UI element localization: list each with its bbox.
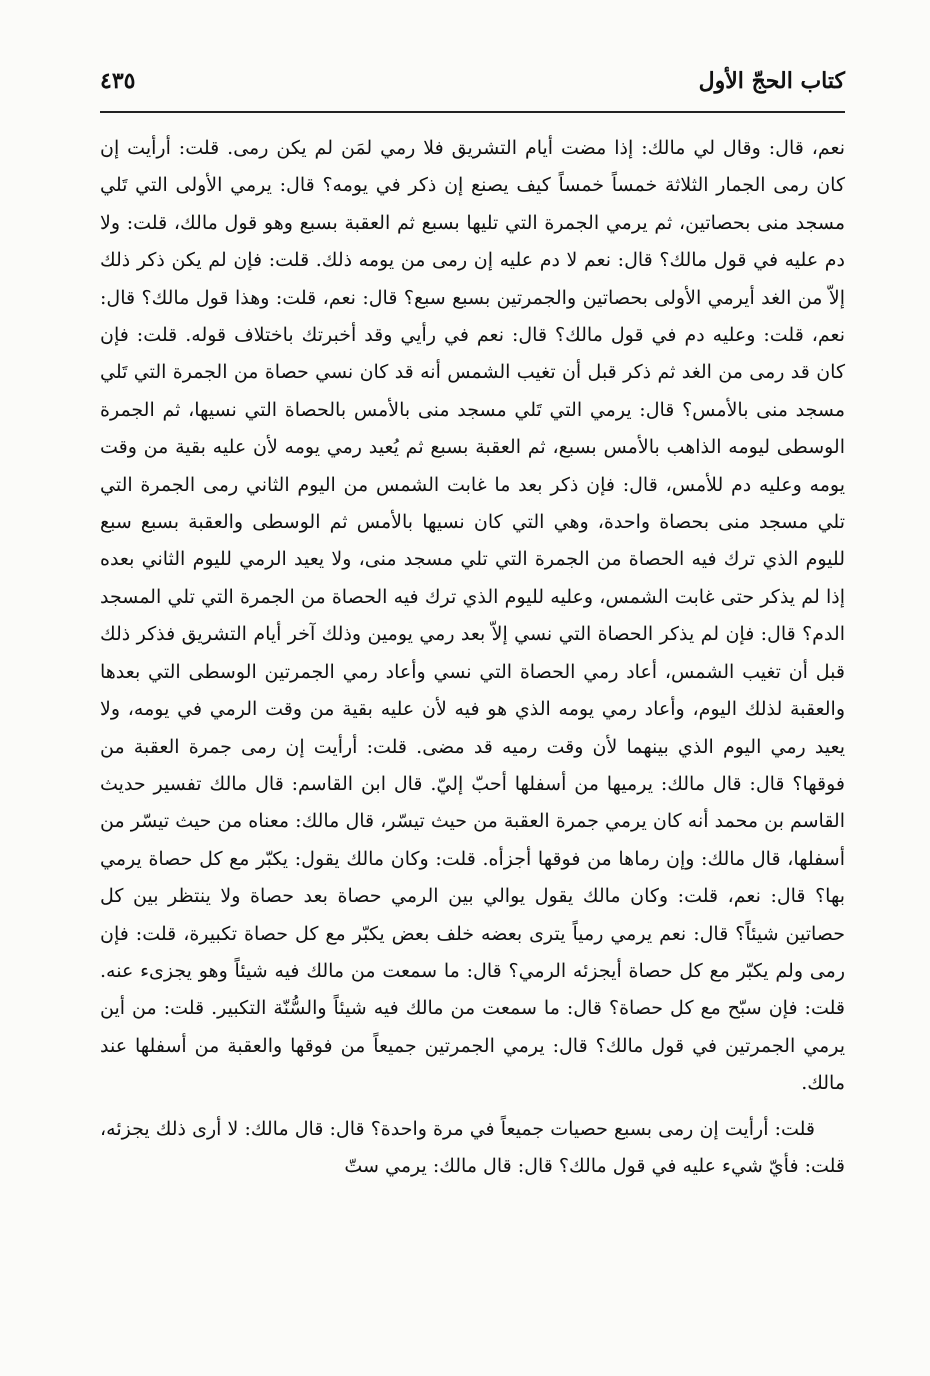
page-header xyxy=(100,68,845,104)
header-rule xyxy=(100,111,845,113)
running-title: كتاب الحجّ الأول xyxy=(698,68,845,94)
body-text xyxy=(100,130,845,1185)
page-number: ٤٣٥ xyxy=(100,68,136,94)
paragraph: نعم، قال: وقال لي مالك: إذا مضت أيام التشريق فلا رمي لمَن لم يكن رمى. قلت: أرأيت إن كان رمى الجمار الثلاثة خمساً خمساً كيف يصنع إن ذكر في يومه؟ قال: يرمي الأولى التي تَلي مسجد منى بحصاتين، ثم يرمي الجمرة التي تليها بسبع ثم العقبة بسبع وهو قول مالك، قلت: ولا دم عليه في قول مالك؟ قال: نعم لا دم عليه إن رمى من يومه ذلك. قلت: فإن لم يكن ذكر ذلك إلاّ من الغد أيرمي الأولى بحصاتين والجمرتين بسبع سبع؟ قال: نعم، قلت: وهذا قول مالك؟ قال: نعم، قلت: وعليه دم في قول مالك؟ قال: نعم في رأيي وقد أخبرتك باختلاف قوله. قلت: فإن كان قد رمى من الغد ثم ذكر قبل أن تغيب الشمس أنه قد كان نسي حصاة من الجمرة التي تَلي مسجد منى بالأمس؟ قال: يرمي التي تَلي مسجد منى بالأمس بالحصاة التي نسيها، ثم الجمرة الوسطى ليومه الذاهب بالأمس بسبع، ثم العقبة بسبع ثم يُعيد رمي يومه لأن عليه بقية من وقت يومه وعليه دم للأمس، قال: فإن ذكر بعد ما غابت الشمس من اليوم الثاني رمى الجمرة التي تلي مسجد منى بحصاة واحدة، وهي التي كان نسيها بالأمس ثم الوسطى والعقبة بسبع سبع لليوم الذي ترك فيه الحصاة من الجمرة التي تلي مسجد منى، ولا يعيد الرمي لليوم الثاني بعده إذا لم يذكر حتى غابت الشمس، وعليه لليوم الذي ترك فيه الحصاة من الجمرة التي تلي المسجد الدم؟ قال: فإن لم يذكر الحصاة التي نسي إلاّ بعد رمي يومين وذلك آخر أيام التشريق فذكر ذلك قبل أن تغيب الشمس، أعاد رمي الحصاة التي نسي وأعاد رمي الجمرتين الوسطى التي بعدها والعقبة لذلك اليوم، وأعاد رمي يومه الذي هو فيه لأن عليه بقية من وقت الرمي في يومه، ولا يعيد رمي اليوم الذي بينهما لأن وقت رميه قد مضى. قلت: أرأيت إن رمى جمرة العقبة من فوقها؟ قال: قال مالك: يرميها من أسفلها أحبّ إليّ. قال ابن القاسم: قال مالك تفسير حديث القاسم بن محمد أنه كان يرمي جمرة العقبة من حيث تيسّر، قال مالك: معناه من حيث تيسّر من أسفلها، قال مالك: وإن رماها من فوقها أجزأه. قلت: وكان مالك يقول: يكبّر مع كل حصاة يرمي بها؟ قال: نعم، قلت: وكان مالك يقول يوالي بين الرمي حصاة بعد حصاة ولا ينتظر بين كل حصاتين شيئاً؟ قال: نعم يرمي رمياً يترى بعضه خلف بعض يكبّر مع كل حصاة تكبيرة، قلت: فإن رمى ولم يكبّر مع كل حصاة أيجزئه الرمي؟ قال: ما سمعت من مالك فيه شيئاً وهو يجزىء عنه. قلت: فإن سبّح مع كل حصاة؟ قال: ما سمعت من مالك فيه شيئاً والسُّنّة التكبير. قلت: من أين يرمي الجمرتين في قول مالك؟ قال: يرمي الجمرتين جميعاً من فوقها والعقبة من أسفلها عند مالك. xyxy=(100,137,845,1095)
paragraph: قلت: أرأيت إن رمى بسبع حصيات جميعاً في مرة واحدة؟ قال: قال مالك: لا أرى ذلك يجزئه، قلت: فأيّ شيء عليه في قول مالك؟ قال: قال مالك: يرمي ستّ xyxy=(100,1117,845,1177)
